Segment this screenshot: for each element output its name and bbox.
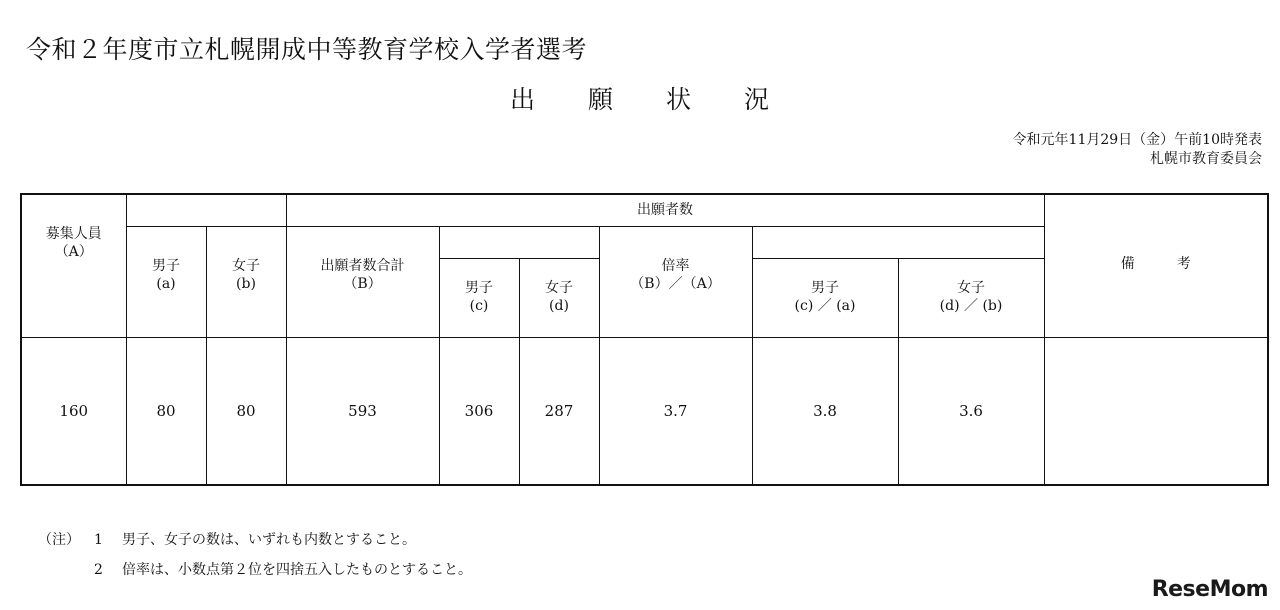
header-applicants-group: 出願者数 bbox=[286, 194, 1044, 226]
document-subtitle: 出 願 状 況 bbox=[509, 85, 770, 114]
header-boys-applicants: 男子 (c) bbox=[439, 258, 519, 337]
application-status-table bbox=[20, 193, 1269, 486]
cell-total-applicants: 593 bbox=[286, 337, 439, 485]
header-applicants-blank bbox=[439, 226, 599, 258]
header-ratio-blank bbox=[752, 226, 1044, 258]
announcement-block bbox=[1013, 131, 1262, 169]
notes-prefix: （注） bbox=[38, 532, 80, 548]
cell-capacity: 160 bbox=[21, 337, 126, 485]
header-capacity: 募集人員 （A） bbox=[21, 194, 126, 337]
note-item bbox=[38, 555, 472, 585]
header-boys-capacity: 男子 (a) bbox=[126, 226, 206, 337]
header-remarks: 備 考 bbox=[1044, 194, 1268, 337]
cell-ratio-boys: 3.8 bbox=[752, 337, 898, 485]
note-text: 男子、女子の数は、いずれも内数とすること。 bbox=[122, 532, 416, 548]
header-ratio-girls: 女子 (d) ／ (b) bbox=[898, 258, 1044, 337]
header-total-applicants: 出願者数合計 （B） bbox=[286, 226, 439, 337]
cell-ratio-girls: 3.6 bbox=[898, 337, 1044, 485]
announcement-date: 令和元年11月29日（金）午前10時発表 bbox=[1012, 132, 1262, 148]
header-girls-capacity: 女子 (b) bbox=[206, 226, 286, 337]
cell-boys-capacity: 80 bbox=[126, 337, 206, 485]
note-number: 2 bbox=[94, 562, 103, 578]
cell-girls-applicants: 287 bbox=[519, 337, 599, 485]
document-title: 令和２年度市立札幌開成中等教育学校入学者選考 bbox=[26, 35, 588, 64]
note-number: 1 bbox=[94, 532, 103, 548]
table-row bbox=[21, 337, 1268, 485]
watermark-logo: ReseMom bbox=[1151, 577, 1268, 602]
note-text: 倍率は、小数点第２位を四捨五入したものとすること。 bbox=[122, 562, 472, 578]
notes-section bbox=[38, 525, 472, 585]
header-girls-applicants: 女子 (d) bbox=[519, 258, 599, 337]
cell-girls-capacity: 80 bbox=[206, 337, 286, 485]
cell-boys-applicants: 306 bbox=[439, 337, 519, 485]
note-item bbox=[38, 525, 472, 555]
announcement-issuer: 札幌市教育委員会 bbox=[1150, 151, 1262, 167]
header-blank bbox=[126, 194, 286, 226]
cell-remarks bbox=[1044, 337, 1268, 485]
header-ratio-total: 倍率 （B）／（A） bbox=[599, 226, 752, 337]
cell-ratio-total: 3.7 bbox=[599, 337, 752, 485]
header-ratio-boys: 男子 (c) ／ (a) bbox=[752, 258, 898, 337]
